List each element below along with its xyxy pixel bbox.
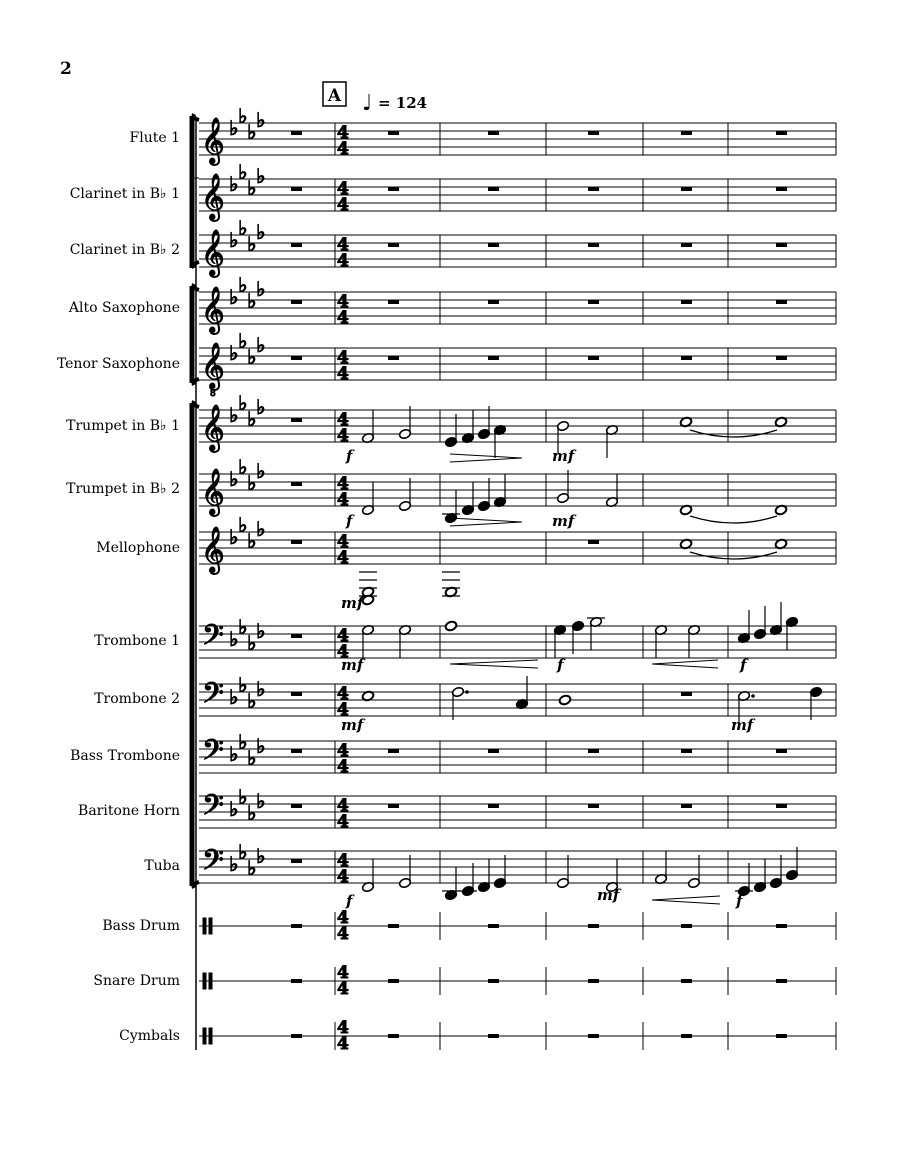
time-signature-top: 4 bbox=[337, 1018, 349, 1038]
flat-icon: ♭ bbox=[229, 797, 239, 821]
instrument-name-trombone-2: Trombone 2 bbox=[94, 691, 180, 707]
whole-rest bbox=[291, 804, 302, 808]
whole-rest bbox=[291, 418, 302, 422]
flat-icon: ♭ bbox=[247, 631, 257, 655]
flat-icon: ♭ bbox=[247, 289, 257, 313]
dynamic-trumpet2-m1: f bbox=[346, 512, 353, 530]
time-signature-bottom: 4 bbox=[337, 700, 349, 720]
flat-icon: ♭ bbox=[238, 455, 248, 479]
bass-clef-icon: 𝄢 bbox=[202, 734, 224, 774]
time-signature-top: 4 bbox=[337, 532, 349, 552]
whole-rest bbox=[776, 243, 787, 247]
treble-clef-icon: 𝄞 bbox=[201, 230, 225, 276]
flat-icon: ♭ bbox=[256, 164, 266, 188]
flat-icon: ♭ bbox=[256, 517, 266, 541]
instrument-name-alto-sax: Alto Saxophone bbox=[68, 300, 180, 316]
whole-rest bbox=[588, 131, 599, 135]
whole-rest bbox=[588, 356, 599, 360]
percussion-clef-icon bbox=[203, 973, 206, 989]
time-signature-bottom: 4 bbox=[337, 426, 349, 446]
whole-rest bbox=[291, 243, 302, 247]
flat-icon: ♭ bbox=[238, 785, 248, 809]
dynamic-trombone2-m5: mf bbox=[731, 716, 754, 734]
instrument-name-bass-trombone: Bass Trombone bbox=[70, 748, 180, 764]
flat-icon: ♭ bbox=[247, 746, 257, 770]
whole-rest bbox=[681, 749, 692, 753]
time-signature-top: 4 bbox=[337, 908, 349, 928]
tempo-marking: = 124 bbox=[378, 94, 428, 112]
flat-icon: ♭ bbox=[229, 467, 239, 491]
instrument-name-trombone-1: Trombone 1 bbox=[94, 633, 180, 649]
hairpin-decrescendo-trumpet2 bbox=[450, 518, 522, 526]
time-signature-bottom: 4 bbox=[337, 642, 349, 662]
whole-rest bbox=[681, 804, 692, 808]
whole-rest bbox=[776, 131, 787, 135]
staff-12 bbox=[199, 785, 836, 832]
whole-rest bbox=[776, 356, 787, 360]
flat-icon: ♭ bbox=[238, 673, 248, 697]
flat-icon: ♭ bbox=[229, 341, 239, 365]
flat-icon: ♭ bbox=[247, 345, 257, 369]
whole-rest bbox=[488, 131, 499, 135]
time-signature-top: 4 bbox=[337, 348, 349, 368]
flat-icon: ♭ bbox=[229, 116, 239, 140]
whole-rest bbox=[776, 1034, 787, 1038]
whole-rest bbox=[291, 187, 302, 191]
flat-icon: ♭ bbox=[229, 627, 239, 651]
whole-rest bbox=[291, 692, 302, 696]
instrument-name-tuba: Tuba bbox=[144, 858, 180, 874]
whole-rest bbox=[291, 634, 302, 638]
instrument-name-clarinet-1: Clarinet in B♭ 1 bbox=[69, 186, 180, 202]
flat-icon: ♭ bbox=[238, 391, 248, 415]
flat-icon: ♭ bbox=[247, 689, 257, 713]
time-signature-top: 4 bbox=[337, 474, 349, 494]
instrument-name-trumpet-2: Trumpet in B♭ 2 bbox=[66, 481, 180, 497]
note-head bbox=[558, 694, 571, 705]
whole-rest bbox=[488, 300, 499, 304]
flat-icon: ♭ bbox=[247, 407, 257, 431]
instrument-name-trumpet-1: Trumpet in B♭ 1 bbox=[66, 418, 180, 434]
time-signature-top: 4 bbox=[337, 851, 349, 871]
dynamic-trombone1-m3: f bbox=[557, 656, 564, 674]
whole-rest bbox=[388, 356, 399, 360]
whole-rest bbox=[588, 540, 599, 544]
whole-rest bbox=[776, 979, 787, 983]
hairpins bbox=[450, 454, 720, 904]
note-head bbox=[444, 620, 457, 631]
tie bbox=[690, 516, 777, 523]
whole-rest bbox=[681, 187, 692, 191]
dynamic-mellophone-m1: mf bbox=[341, 594, 364, 612]
dynamic-trombone1-m1: mf bbox=[341, 656, 364, 674]
hairpin-decrescendo-trumpet1 bbox=[450, 454, 522, 462]
whole-rest bbox=[291, 749, 302, 753]
svg-text:8: 8 bbox=[210, 389, 216, 399]
flat-icon: ♭ bbox=[256, 395, 266, 419]
time-signature-bottom: 4 bbox=[337, 490, 349, 510]
time-signature-top: 4 bbox=[337, 292, 349, 312]
time-signature-top: 4 bbox=[337, 963, 349, 983]
whole-rest bbox=[388, 804, 399, 808]
flat-icon: ♭ bbox=[256, 333, 266, 357]
time-signature-bottom: 4 bbox=[337, 195, 349, 215]
treble-clef-icon: 𝄞 bbox=[201, 287, 225, 333]
whole-rest bbox=[588, 924, 599, 928]
whole-rest bbox=[488, 187, 499, 191]
whole-rest bbox=[588, 749, 599, 753]
whole-rest bbox=[388, 1034, 399, 1038]
dynamic-tuba-m5: f bbox=[736, 892, 743, 910]
whole-rest bbox=[681, 131, 692, 135]
whole-rest bbox=[681, 924, 692, 928]
whole-rest bbox=[291, 1034, 302, 1038]
rehearsal-mark: A bbox=[327, 86, 342, 106]
whole-rest bbox=[776, 749, 787, 753]
time-signature-top: 4 bbox=[337, 410, 349, 430]
flat-icon: ♭ bbox=[247, 176, 257, 200]
flat-icon: ♭ bbox=[238, 216, 248, 240]
instrument-name-flute-1: Flute 1 bbox=[129, 130, 180, 146]
time-signature-top: 4 bbox=[337, 796, 349, 816]
hairpin-crescendo-trombone1-m2 bbox=[450, 660, 538, 668]
flat-icon: ♭ bbox=[229, 285, 239, 309]
whole-rest bbox=[776, 804, 787, 808]
whole-rest bbox=[588, 804, 599, 808]
time-signature-bottom: 4 bbox=[337, 1034, 349, 1054]
whole-rest bbox=[388, 749, 399, 753]
flat-icon: ♭ bbox=[256, 220, 266, 244]
dynamic-trumpet1-m1: f bbox=[346, 447, 353, 465]
whole-rest bbox=[588, 300, 599, 304]
staff-5 bbox=[199, 329, 836, 399]
time-signature-bottom: 4 bbox=[337, 812, 349, 832]
whole-rest bbox=[488, 804, 499, 808]
instrument-name-mellophone: Mellophone bbox=[96, 540, 180, 556]
treble-clef-icon: 𝄞 bbox=[201, 343, 225, 389]
dynamic-tuba-m1: f bbox=[346, 892, 353, 910]
treble-clef-icon: 𝄞 bbox=[201, 118, 225, 164]
whole-rest bbox=[681, 979, 692, 983]
bass-clef-icon: 𝄢 bbox=[202, 677, 224, 717]
whole-rest bbox=[776, 924, 787, 928]
treble-clef-icon: 𝄞 bbox=[201, 527, 225, 573]
flat-icon: ♭ bbox=[238, 273, 248, 297]
whole-rest bbox=[776, 187, 787, 191]
instrument-name-cymbals: Cymbals bbox=[119, 1028, 180, 1044]
flat-icon: ♭ bbox=[229, 172, 239, 196]
dynamic-tuba-m3: mf bbox=[597, 886, 620, 904]
whole-rest bbox=[588, 1034, 599, 1038]
dynamic-trumpet2-m3: mf bbox=[552, 512, 575, 530]
whole-rest bbox=[681, 356, 692, 360]
whole-rest bbox=[388, 243, 399, 247]
dynamic-trombone2-m1: mf bbox=[341, 716, 364, 734]
whole-rest bbox=[681, 692, 692, 696]
flat-icon: ♭ bbox=[238, 730, 248, 754]
whole-rest bbox=[588, 979, 599, 983]
flat-icon: ♭ bbox=[256, 677, 266, 701]
time-signature-top: 4 bbox=[337, 626, 349, 646]
dynamic-trombone1-m5: f bbox=[740, 656, 747, 674]
whole-rest bbox=[291, 924, 302, 928]
whole-rest bbox=[488, 924, 499, 928]
flat-icon: ♭ bbox=[238, 329, 248, 353]
instrument-name-snare-drum: Snare Drum bbox=[93, 973, 180, 989]
percussion-clef-icon bbox=[203, 1028, 206, 1044]
flat-icon: ♭ bbox=[247, 856, 257, 880]
whole-rest bbox=[488, 356, 499, 360]
staff-13 bbox=[199, 840, 836, 887]
whole-rest bbox=[488, 979, 499, 983]
instrument-name-tenor-sax: Tenor Saxophone bbox=[56, 356, 180, 372]
whole-rest bbox=[681, 300, 692, 304]
flat-icon: ♭ bbox=[238, 160, 248, 184]
flat-icon: ♭ bbox=[238, 615, 248, 639]
whole-rest bbox=[388, 924, 399, 928]
bass-clef-icon: 𝄢 bbox=[202, 844, 224, 884]
bass-clef-icon: 𝄢 bbox=[202, 619, 224, 659]
flat-icon: ♭ bbox=[247, 471, 257, 495]
treble-clef-icon: 𝄞 bbox=[201, 405, 225, 451]
flat-icon: ♭ bbox=[238, 840, 248, 864]
flat-icon: ♭ bbox=[229, 228, 239, 252]
flat-icon: ♭ bbox=[247, 120, 257, 144]
whole-rest bbox=[291, 979, 302, 983]
flat-icon: ♭ bbox=[256, 619, 266, 643]
whole-rest bbox=[388, 979, 399, 983]
flat-icon: ♭ bbox=[256, 789, 266, 813]
instrument-name-baritone-horn: Baritone Horn bbox=[78, 803, 180, 819]
whole-rest bbox=[388, 187, 399, 191]
time-signature-top: 4 bbox=[337, 179, 349, 199]
time-signature-bottom: 4 bbox=[337, 979, 349, 999]
flat-icon: ♭ bbox=[256, 108, 266, 132]
whole-rest bbox=[488, 1034, 499, 1038]
whole-rest bbox=[388, 300, 399, 304]
time-signature-bottom: 4 bbox=[337, 251, 349, 271]
flat-icon: ♭ bbox=[229, 852, 239, 876]
page-number: 2 bbox=[60, 59, 72, 79]
time-signature-bottom: 4 bbox=[337, 757, 349, 777]
time-signature-top: 4 bbox=[337, 235, 349, 255]
instrument-names bbox=[57, 130, 180, 1044]
whole-rest bbox=[388, 131, 399, 135]
flat-icon: ♭ bbox=[256, 844, 266, 868]
flat-icon: ♭ bbox=[229, 685, 239, 709]
dynamic-trumpet1-m3: mf bbox=[552, 447, 575, 465]
whole-rest bbox=[291, 540, 302, 544]
whole-rest bbox=[291, 356, 302, 360]
whole-rest bbox=[681, 1034, 692, 1038]
whole-rest bbox=[291, 131, 302, 135]
flat-icon: ♭ bbox=[247, 801, 257, 825]
whole-rest bbox=[291, 859, 302, 863]
time-signature-bottom: 4 bbox=[337, 139, 349, 159]
hairpin-crescendo-trombone1-m4 bbox=[652, 660, 718, 668]
instrument-name-clarinet-2: Clarinet in B♭ 2 bbox=[69, 242, 180, 258]
flat-icon: ♭ bbox=[229, 525, 239, 549]
treble-clef-icon: 𝄞 bbox=[201, 469, 225, 515]
whole-rest bbox=[488, 243, 499, 247]
dot bbox=[465, 690, 469, 694]
time-signature-bottom: 4 bbox=[337, 308, 349, 328]
time-signature-bottom: 4 bbox=[337, 548, 349, 568]
flat-icon: ♭ bbox=[256, 277, 266, 301]
bass-clef-icon: 𝄢 bbox=[202, 789, 224, 829]
flat-icon: ♭ bbox=[256, 734, 266, 758]
time-signature-bottom: 4 bbox=[337, 867, 349, 887]
flat-icon: ♭ bbox=[256, 459, 266, 483]
whole-rest bbox=[681, 243, 692, 247]
flat-icon: ♭ bbox=[247, 232, 257, 256]
whole-rest bbox=[776, 300, 787, 304]
percussion-clef-icon bbox=[203, 918, 206, 934]
treble-clef-icon: 𝄞 bbox=[201, 174, 225, 220]
brackets bbox=[190, 114, 199, 1050]
flat-icon: ♭ bbox=[238, 513, 248, 537]
whole-rest bbox=[488, 749, 499, 753]
time-signature-bottom: 4 bbox=[337, 924, 349, 944]
time-signature-top: 4 bbox=[337, 123, 349, 143]
staff-11 bbox=[199, 730, 836, 777]
time-signature-top: 4 bbox=[337, 741, 349, 761]
whole-rest bbox=[291, 482, 302, 486]
time-signature-top: 4 bbox=[337, 684, 349, 704]
instrument-name-bass-drum: Bass Drum bbox=[102, 918, 180, 934]
tempo-note-icon: ♩ bbox=[362, 91, 373, 116]
time-signature-bottom: 4 bbox=[337, 364, 349, 384]
flat-icon: ♭ bbox=[229, 742, 239, 766]
flat-icon: ♭ bbox=[229, 403, 239, 427]
whole-rest bbox=[588, 243, 599, 247]
flat-icon: ♭ bbox=[247, 529, 257, 553]
whole-rest bbox=[291, 300, 302, 304]
flat-icon: ♭ bbox=[238, 104, 248, 128]
hairpin-crescendo-tuba bbox=[652, 896, 720, 904]
whole-rest bbox=[588, 187, 599, 191]
